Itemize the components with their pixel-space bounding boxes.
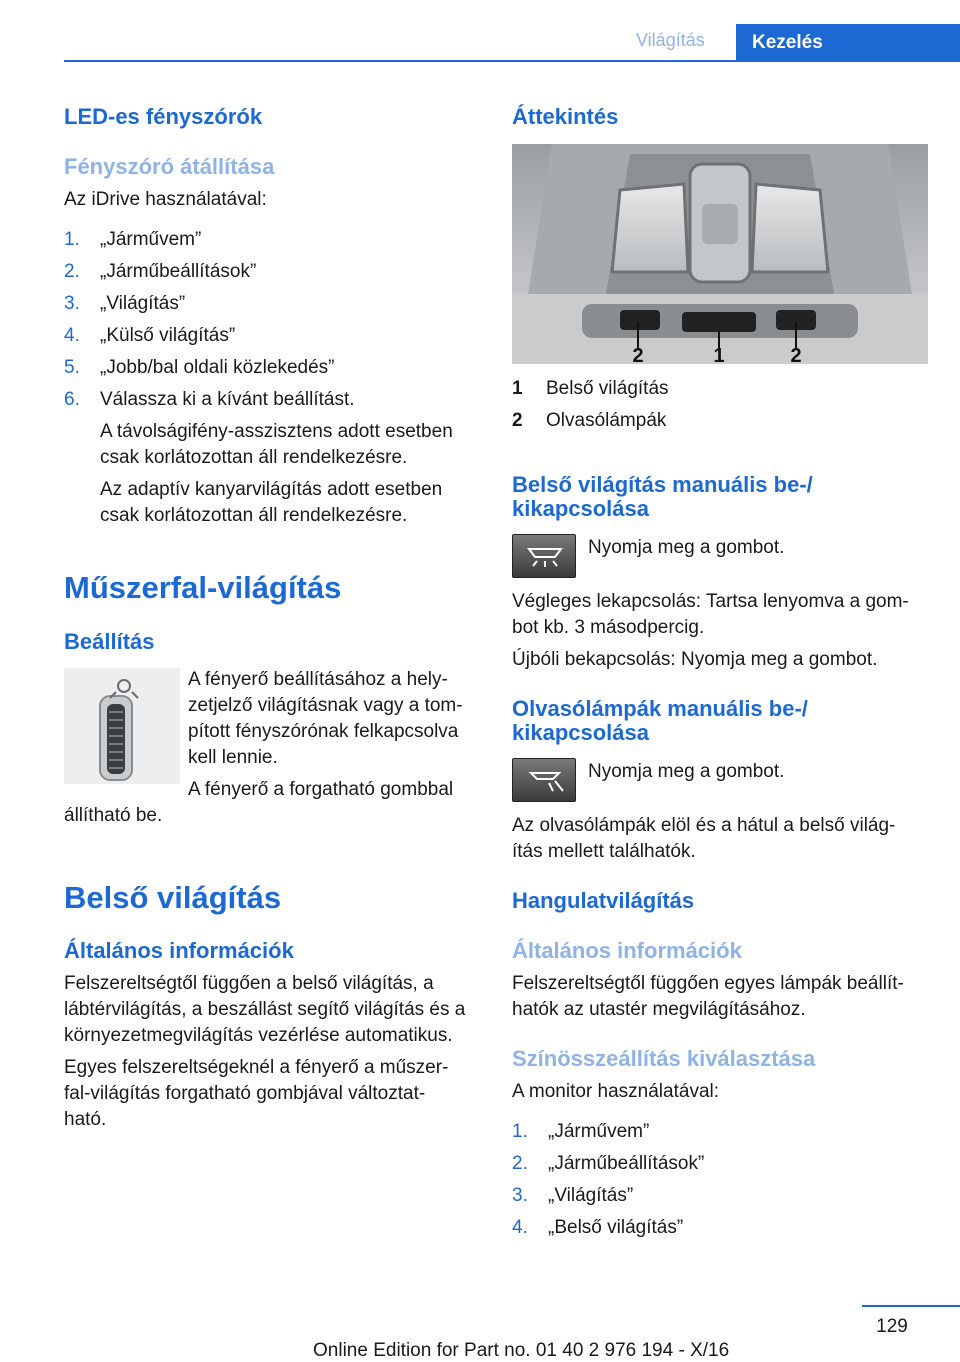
perm-off-text: Végleges lekapcsolás: Tartsa lenyomva a gom- (512, 591, 909, 612)
list-text: „Járművem” (100, 229, 202, 250)
aim-heading: Fényszóró átállítása (64, 154, 275, 179)
list-number: 6. (64, 389, 80, 410)
setting-text: pított fényszórónak felkapcsolva (188, 721, 459, 742)
manual-heading: Belső világítás manuális be-/ (512, 472, 813, 497)
manual-heading-line2: kikapcsolása (512, 496, 649, 521)
setting-text: állítható be. (64, 805, 163, 826)
footer-rule (862, 1305, 960, 1307)
perm-off-text: bot kb. 3 másodpercig. (512, 617, 705, 638)
note-line: A távolságifény-asszisztens adott esetben (100, 421, 453, 442)
list-text: Válassza ki a kívánt beállítást. (100, 389, 355, 410)
legend-text: Olvasólámpák (546, 410, 667, 431)
figure-label: 2 (790, 345, 802, 364)
reading-text: ítás mellett találhatók. (512, 841, 696, 862)
list-number: 3. (64, 293, 80, 314)
legend-number: 2 (512, 410, 523, 431)
ambient-text: Felszereltségtől függően egyes lámpák beállít- (512, 973, 904, 994)
figure-label: 2 (632, 345, 644, 364)
list-text: „Járműbeállítások” (100, 261, 257, 282)
legend-text: Belső világítás (546, 378, 669, 399)
ambient-heading: Hangulatvilágítás (512, 888, 695, 913)
press-button-text: Nyomja meg a gombot. (588, 761, 785, 782)
list-text: „Jobb/bal oldali közlekedés” (100, 357, 335, 378)
dimmer-wheel-image (64, 668, 180, 784)
list-text: „Világítás” (548, 1185, 634, 1206)
general-text: ható. (64, 1109, 107, 1130)
header-section: Világítás (636, 30, 705, 50)
setting-text: A fényerő beállításához a hely- (188, 669, 448, 690)
edition-text: Online Edition for Part no. 01 40 2 976 194 - X/16 (313, 1340, 730, 1361)
reading-heading-line2: kikapcsolása (512, 720, 649, 745)
setting-heading: Beállítás (64, 629, 155, 654)
legend-number: 1 (512, 378, 523, 399)
list-text: „Külső világítás” (100, 325, 236, 346)
list-text: „Járműbeállítások” (548, 1153, 705, 1174)
overhead-console-illustration (512, 144, 928, 364)
reading-light-button-icon (512, 758, 576, 802)
general-heading: Általános információk (64, 938, 294, 963)
led-heading: LED-es fényszórók (64, 104, 263, 129)
general-text: környezetmegvilágítás vezérlése automatikus. (64, 1025, 453, 1046)
list-number: 4. (64, 325, 80, 346)
list-number: 1. (64, 229, 80, 250)
overhead-console-image (512, 144, 928, 364)
ambient-text: hatók az utastér megvilágításához. (512, 999, 806, 1020)
note-line: csak korlátozottan áll rendelkezésre. (100, 505, 408, 526)
ambient-general-heading: Általános információk (512, 938, 742, 963)
overview-heading: Áttekintés (512, 104, 619, 129)
note-line: Az adaptív kanyarvilágítás adott esetben (100, 479, 443, 500)
page-number: 129 (876, 1316, 908, 1337)
setting-text: zetjelző világításnak vagy a tom- (188, 695, 463, 716)
list-number: 1. (512, 1121, 528, 1142)
reading-text: Az olvasólámpák elöl és a hátul a belső világ- (512, 815, 896, 836)
legend-item (512, 378, 924, 406)
reading-heading: Olvasólámpák manuális be-/ (512, 696, 808, 721)
general-text: lábtérvilágítás, a beszállást segítő világítás és a (64, 999, 466, 1020)
legend-item (512, 410, 924, 438)
list-text: „Járművem” (548, 1121, 650, 1142)
setting-text: A fényerő a forgatható gombbal (188, 779, 454, 800)
general-text: fal-világítás forgatható gombjával változtat- (64, 1083, 426, 1104)
list-text: „Világítás” (100, 293, 186, 314)
note-line: csak korlátozottan áll rendelkezésre. (100, 447, 408, 468)
reactivate-text: Újbóli bekapcsolás: Nyomja meg a gombot. (512, 649, 878, 670)
interior-heading: Belső világítás (64, 880, 282, 915)
figure-label: 1 (713, 345, 725, 364)
header-chapter: Kezelés (736, 24, 960, 62)
general-text: Egyes felszereltségeknél a fényerő a műszer- (64, 1057, 449, 1078)
instrument-heading: Műszerfal-világítás (64, 570, 342, 605)
list-number: 3. (512, 1185, 528, 1206)
color-intro: A monitor használatával: (512, 1081, 720, 1102)
interior-light-button-icon (512, 534, 576, 578)
list-text: „Belső világítás” (548, 1217, 684, 1238)
list-number: 4. (512, 1217, 528, 1238)
aim-intro: Az iDrive használatával: (64, 189, 267, 210)
press-button-text: Nyomja meg a gombot. (588, 537, 785, 558)
header-rule (64, 60, 960, 62)
list-number: 2. (512, 1153, 528, 1174)
list-number: 5. (64, 357, 80, 378)
list-number: 2. (64, 261, 80, 282)
general-text: Felszereltségtől függően a belső világítás, a (64, 973, 434, 994)
dimmer-wheel-icon (64, 668, 180, 784)
setting-text: kell lennie. (188, 747, 278, 768)
color-heading: Színösszeállítás kiválasztása (512, 1046, 816, 1071)
